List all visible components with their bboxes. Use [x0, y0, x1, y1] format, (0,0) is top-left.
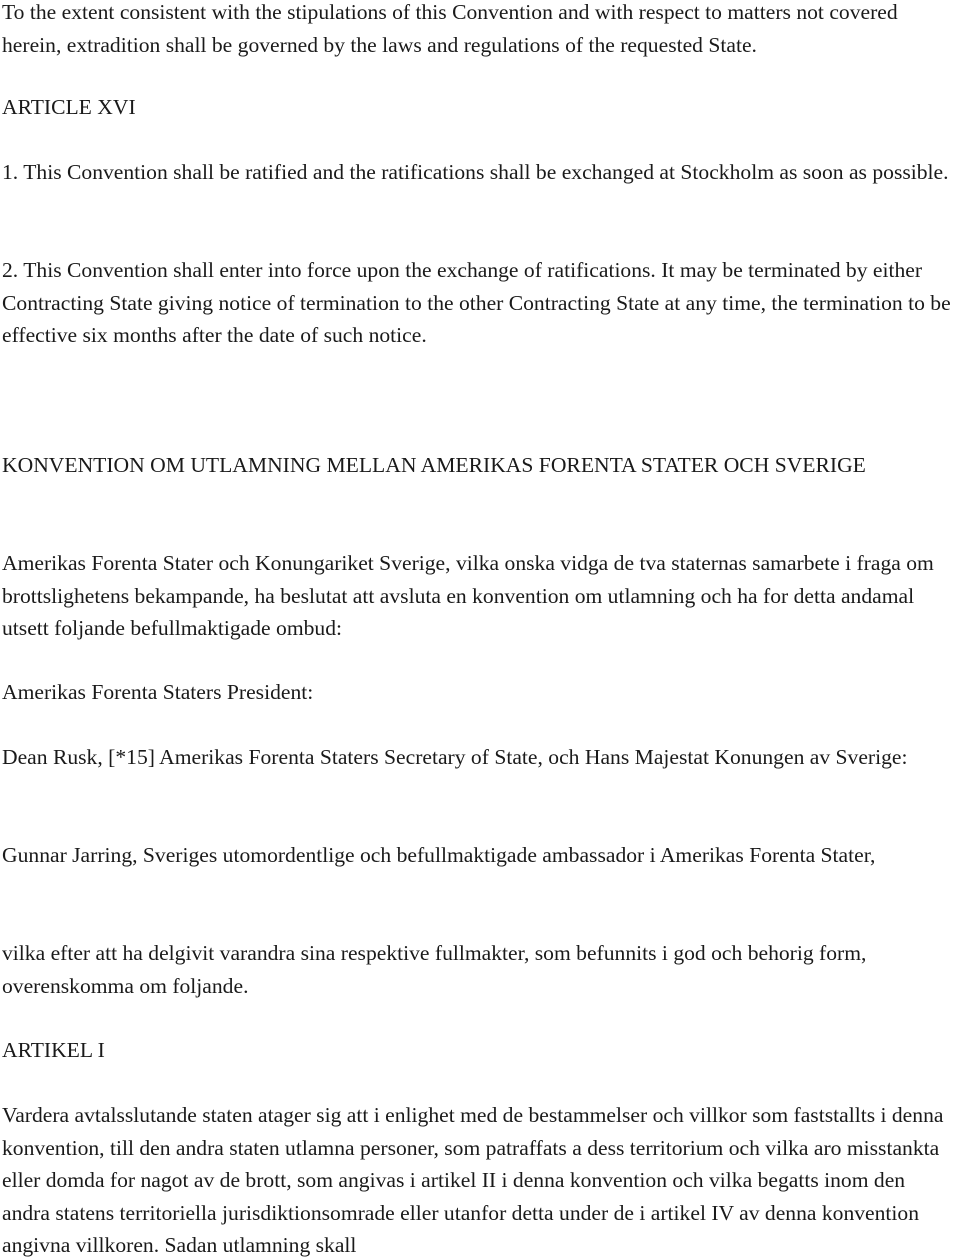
heading-konvention: KONVENTION OM UTLAMNING MELLAN AMERIKAS FORENTA STATER OCH SVERIGE: [2, 453, 866, 477]
heading-artikel-i: ARTIKEL I: [2, 1038, 105, 1062]
paragraph-dean-rusk: Dean Rusk, [*15] Amerikas Forenta Staters Secretary of State, och Hans Majestat Konungen av Sverige:: [2, 745, 908, 769]
paragraph-amerikas: Amerikas Forenta Stater och Konungariket Sverige, vilka onska vidga de tva staternas samarbete i fraga om brottslighetens bekampande, ha beslutat att avsluta en konvention om utlamning och ha for detta andamal utsett foljande befullmaktigade ombud:: [2, 551, 934, 641]
paragraph-article-xvi-1: 1. This Convention shall be ratified and the ratifications shall be exchanged at Stockholm as soon as possible.: [2, 160, 949, 184]
heading-article-xvi: ARTICLE XVI: [2, 95, 136, 119]
paragraph-extent: To the extent consistent with the stipulations of this Convention and with respect to matters not covered herein, extradition shall be governed by the laws and regulations of the requested State.: [2, 0, 898, 57]
paragraph-president: Amerikas Forenta Staters President:: [2, 680, 314, 704]
paragraph-article-xvi-2: 2. This Convention shall enter into force upon the exchange of ratifications. It may be terminated by either Contracting State giving notice of termination to the other Contracting State at any time, the termination to be effective six months after the date of such notice.: [2, 258, 951, 348]
paragraph-vilka: vilka efter att ha delgivit varandra sina respektive fullmakter, som befunnits i god och behorig form, overenskomma om foljande.: [2, 941, 867, 998]
paragraph-vardera: Vardera avtalsslutande staten atager sig att i enlighet med de bestammelser och villkor som faststallts i denna konvention, till den andra staten utlamna personer, som patraffats a dess territorium och vilka aro misstankta eller domda for nagot av de brott, som angivas i artikel II i denna konvention och vilka begatts inom den andra statens territoriella jurisdiktionsomrade eller utanfor detta under de i artikel IV av denna konvention angivna villkoren. Sadan utlamning skall: [2, 1103, 944, 1258]
paragraph-jarring: Gunnar Jarring, Sveriges utomordentlige och befullmaktigade ambassador i Amerikas Forenta Stater,: [2, 843, 876, 867]
